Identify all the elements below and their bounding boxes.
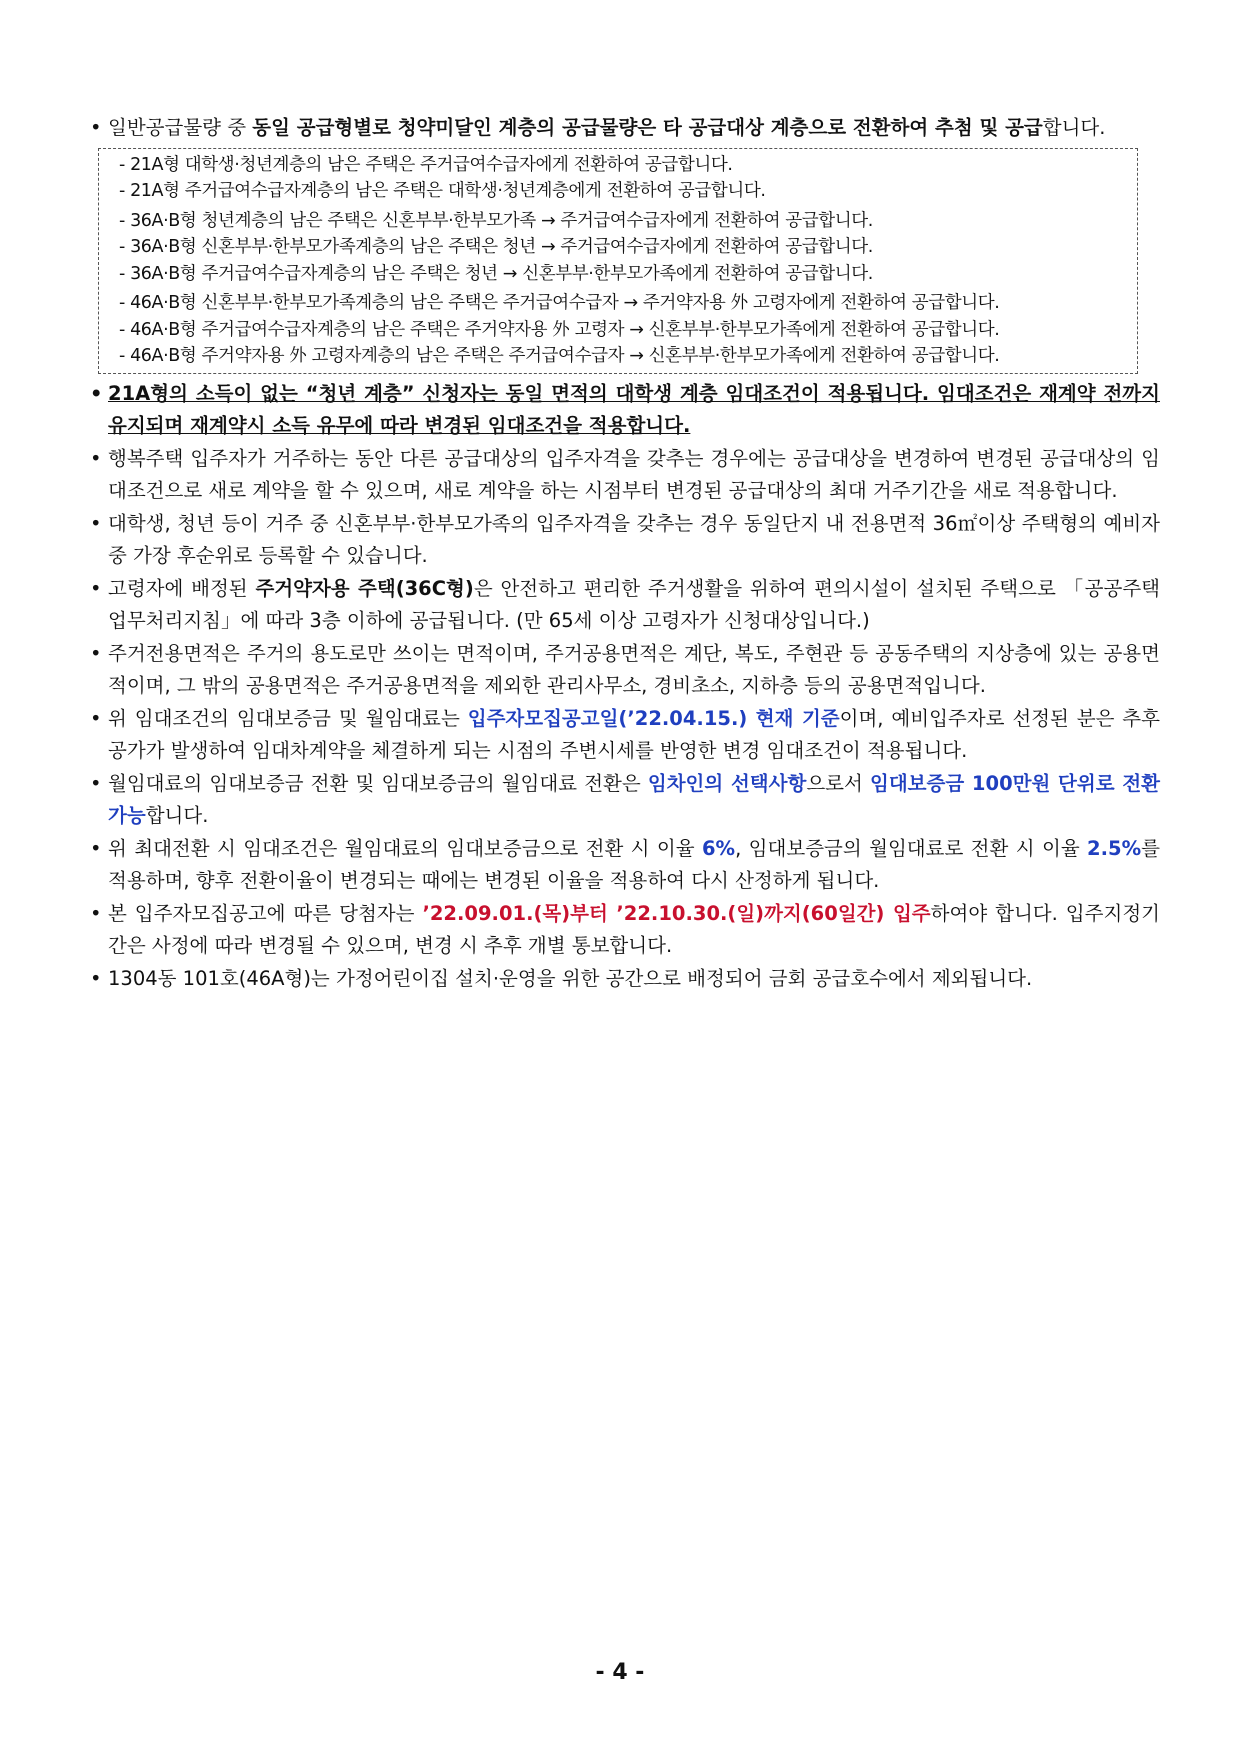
bullet: •	[90, 966, 102, 990]
conversion-unit: 임대보증금 100만원 단위로 전환 가능	[108, 771, 1160, 827]
list-item-move-in	[90, 898, 1160, 963]
move-in-text-a: 본 입주자모집공고에 따른 당첨자는	[108, 901, 423, 925]
conversion-rule: - 36A·B형 주거급여수급자계층의 남은 주택은 청년 → 신혼부부·한부모가족에게 전환하여 공급합니다.	[119, 263, 873, 284]
page-number: - 4 -	[595, 1660, 645, 1685]
rate-text-a: 위 최대전환 시 임대조건은 월임대료의 임대보증금으로 전환 시 이율	[108, 836, 702, 860]
bullet: •	[90, 511, 102, 535]
list-item-rent-basis	[90, 703, 1160, 768]
conversion-rule: - 36A·B형 신혼부부·한부모가족계층의 남은 주택은 청년 → 주거급여수급자에게 전환하여 공급합니다.	[119, 237, 873, 257]
rate-text-e: 를 적용하며, 향후 전환이율이 변경되는 때에는 변경된 이율을 적용하여 다시 산정하게 됩니다.	[108, 836, 1160, 892]
intro-text-bold: 동일 공급형별로 청약미달인 계층의 공급물량은 타 공급대상 계층으로 전환하여 추첨 및 공급	[252, 116, 1043, 139]
conversion-rules-box	[98, 148, 1138, 374]
conversion-rule: - 46A·B형 신혼부부·한부모가족계층의 남은 주택은 주거급여수급자 → 주거약자용 外 고령자에게 전환하여 공급합니다.	[119, 293, 1000, 313]
intro-text-a: 일반공급물량 중	[108, 116, 253, 139]
rent-basis-text-c: 이며, 예비입주자로 선정된 분은 추후 공가가 발생하여 임대차계약을 체결하게 되는 시점의 주변시세를 반영한 변경 임대조건이 적용됩니다.	[108, 706, 1160, 762]
bullet: •	[90, 706, 102, 730]
list-item-excluded-unit	[90, 963, 1160, 996]
list-item-rate	[90, 833, 1160, 898]
bullet: •	[90, 836, 102, 860]
youth-income-text: 21A형의 소득이 없는 “청년 계층” 신청자는 동일 면적의 대학생 계층 임대조건이 적용됩니다. 임대조건은 재계약 전까지 유지되며 재계약시 소득 유무에 따라 변경된 임대조건을 적용합니다.	[108, 381, 1160, 437]
move-in-text-c: 하여야 합니다. 입주지정기간은 사정에 따라 변경될 수 있으며, 변경 시 추후 개별 통보합니다.	[108, 901, 1160, 957]
list-item-intro	[90, 112, 1160, 145]
elderly-text-a: 고령자에 배정된	[108, 576, 256, 600]
conversion-rule: - 21A형 대학생·청년계층의 남은 주택은 주거급여수급자에게 전환하여 공급합니다.	[119, 154, 733, 175]
rate-deposit: 6%	[701, 836, 736, 860]
list-item-conversion	[90, 768, 1160, 833]
bullet: •	[90, 641, 102, 665]
conversion-text-a: 월임대료의 임대보증금 전환 및 임대보증금의 월임대료 전환은	[108, 771, 648, 795]
conversion-rule: - 46A·B형 주거약자용 外 고령자계층의 남은 주택은 주거급여수급자 → 신혼부부·한부모가족에게 전환하여 공급합니다.	[119, 346, 1000, 366]
bullet: •	[90, 116, 102, 139]
conversion-option: 임차인의 선택사항	[647, 771, 807, 795]
list-item-youth-income	[90, 378, 1160, 443]
rate-text-c: , 임대보증금의 월임대료로 전환 시 이율	[735, 836, 1088, 860]
list-item-newlywed-reserve	[90, 508, 1160, 573]
intro-text-c: 합니다.	[1042, 116, 1106, 139]
elderly-text-c: 은 안전하고 편리한 주거생활을 위하여 편의시설이 설치된 주택으로 「공공주택 업무처리지침」에 따라 3층 이하에 공급됩니다. (만 65세 이상 고령자가 신청대상입니다.)	[108, 576, 1161, 632]
conversion-text-c: 으로서	[806, 771, 870, 795]
rate-monthly: 2.5%	[1087, 836, 1142, 860]
notice-content	[90, 112, 1160, 995]
list-item-area-definition	[90, 638, 1160, 703]
conversion-rule: - 21A형 주거급여수급자계층의 남은 주택은 대학생·청년계층에게 전환하여 공급합니다.	[119, 181, 766, 201]
conversion-rule: - 46A·B형 주거급여수급자계층의 남은 주택은 주거약자용 外 고령자 → 신혼부부·한부모가족에게 전환하여 공급합니다.	[119, 319, 1000, 340]
conversion-text-e: 합니다.	[145, 804, 209, 827]
newlywed-reserve-text: 대학생, 청년 등이 거주 중 신혼부부·한부모가족의 입주자격을 갖추는 경우 동일단지 내 전용면적 36㎡이상 주택형의 예비자 중 가장 후순위로 등록할 수 있습니다.	[108, 511, 1160, 567]
conversion-rule: - 36A·B형 청년계층의 남은 주택은 신혼부부·한부모가족 → 주거급여수급자에게 전환하여 공급합니다.	[119, 210, 873, 231]
list-item-eligibility-change	[90, 443, 1160, 508]
bullet: •	[90, 771, 102, 795]
eligibility-change-text: 행복주택 입주자가 거주하는 동안 다른 공급대상의 입주자격을 갖추는 경우에는 공급대상을 변경하여 변경된 공급대상의 임대조건으로 새로 계약을 할 수 있으며, 새로 계약을 하는 시점부터 변경된 공급대상의 최대 거주기간을 새로 적용합니다.	[108, 446, 1160, 502]
excluded-unit-text: 1304동 101호(46A형)는 가정어린이집 설치·운영을 위한 공간으로 배정되어 금회 공급호수에서 제외됩니다.	[108, 966, 1033, 990]
bullet: •	[90, 381, 103, 405]
elderly-text-bold: 주거약자용 주택(36C형)	[255, 576, 474, 600]
list-item-elderly	[90, 573, 1160, 638]
bullet: •	[90, 446, 102, 470]
bullet: •	[90, 576, 102, 600]
rent-basis-date: 입주자모집공고일(’22.04.15.) 현재 기준	[467, 706, 840, 730]
rent-basis-text-a: 위 임대조건의 임대보증금 및 월임대료는	[108, 706, 468, 730]
move-in-period: ’22.09.01.(목)부터 ’22.10.30.(일)까지(60일간) 입주	[422, 901, 931, 925]
bullet: •	[90, 901, 102, 925]
area-definition-text: 주거전용면적은 주거의 용도로만 쓰이는 면적이며, 주거공용면적은 계단, 복도, 주현관 등 공동주택의 지상층에 있는 공용면적이며, 그 밖의 공용면적은 주거공용면적을 제외한 관리사무소, 경비초소, 지하층 등의 공용면적입니다.	[108, 641, 1160, 697]
